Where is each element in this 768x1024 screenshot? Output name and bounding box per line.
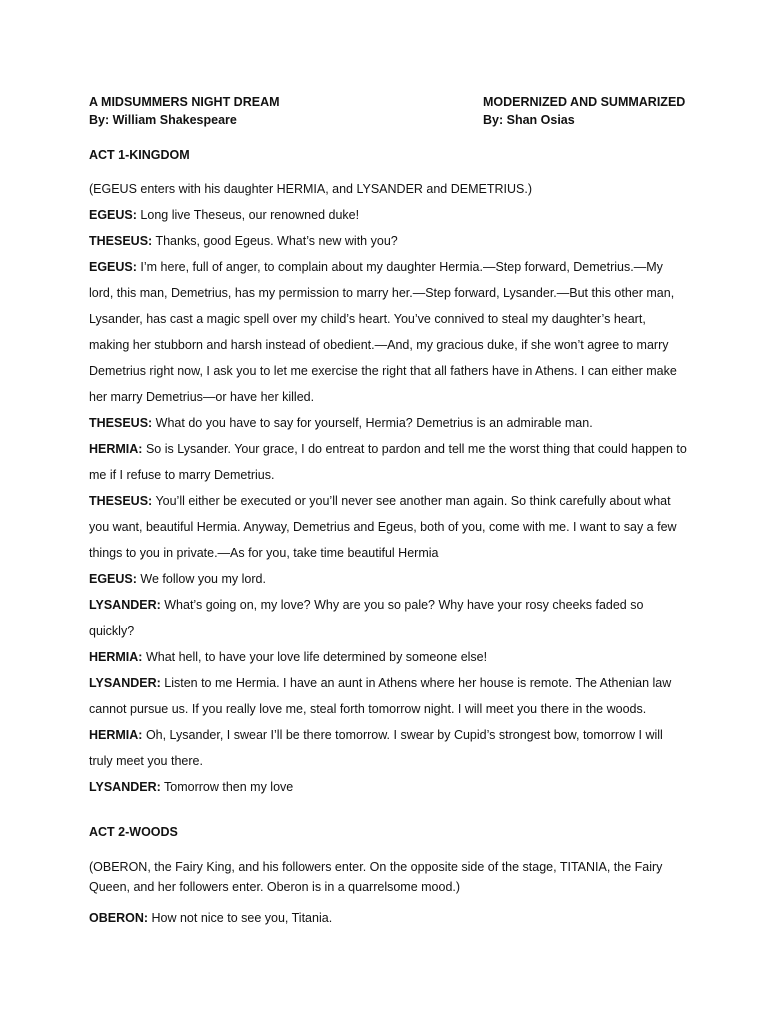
line-text: How not nice to see you, Titania. — [148, 911, 333, 925]
line-text: What’s going on, my love? Why are you so pale? Why have your rosy cheeks faded so quickly? — [89, 598, 644, 638]
dialogue-line — [89, 436, 689, 488]
line-text: Tomorrow then my love — [160, 780, 294, 794]
author-row — [0, 111, 768, 129]
speaker: EGEUS: — [89, 260, 137, 274]
act1-heading: ACT 1-KINGDOM — [89, 148, 190, 162]
speaker: LYSANDER: — [89, 780, 161, 794]
dialogue-line — [89, 908, 689, 928]
line-text: What do you have to say for yourself, Hermia? Demetrius is an admirable man. — [152, 416, 593, 430]
speaker: OBERON: — [89, 911, 149, 925]
line-text: I’m here, full of anger, to complain about my daughter Hermia.—Step forward, Demetrius.—My lord, this man, Demetrius, has my permission to marry her.—Step forward, Lysander.—But this other man, Lysander, has cast a magic spell over my child’s heart. You’ve connived to steal my daughter’s heart, making her stubborn and harsh instead of obedient.—And, my gracious duke, if she won’t agree to marry Demetrius right now, I ask you to let me exercise the right that all fathers have in Athens. I can either make her marry Demetrius—or have her killed. — [89, 260, 677, 404]
dialogue-line — [89, 644, 689, 670]
dialogue-line — [89, 566, 689, 592]
dialogue-line — [89, 488, 689, 566]
title-block — [0, 93, 768, 129]
dialogue-line — [89, 722, 689, 774]
line-text: Thanks, good Egeus. What’s new with you? — [152, 234, 398, 248]
speaker: THESEUS: — [89, 494, 153, 508]
act1-body — [89, 176, 689, 800]
act2-body — [89, 908, 689, 928]
speaker: HERMIA: — [89, 442, 143, 456]
dialogue-line — [89, 254, 689, 410]
speaker: LYSANDER: — [89, 676, 161, 690]
line-text: So is Lysander. Your grace, I do entreat to pardon and tell me the worst thing that could happen to me if I refuse to marry Demetrius. — [89, 442, 687, 482]
speaker: HERMIA: — [89, 728, 143, 742]
speaker: LYSANDER: — [89, 598, 161, 612]
act2-heading: ACT 2-WOODS — [89, 825, 178, 839]
adaptation-title: MODERNIZED AND SUMMARIZED — [483, 95, 686, 109]
adaptation-author: By: Shan Osias — [483, 113, 575, 127]
speaker: THESEUS: — [89, 234, 153, 248]
speaker: HERMIA: — [89, 650, 143, 664]
dialogue-line — [89, 228, 689, 254]
dialogue-line — [89, 670, 689, 722]
dialogue-line — [89, 410, 689, 436]
speaker: EGEUS: — [89, 208, 137, 222]
line-text: You’ll either be executed or you’ll never see another man again. So think carefully about what you want, beautiful Hermia. Anyway, Demetrius and Egeus, both of you, come with me. I want to say a few things to you in private.—As for you, take time beautiful Hermia — [89, 494, 677, 560]
act2-stage-direction: (OBERON, the Fairy King, and his followers enter. On the opposite side of the stage, TITANIA, the Fairy Queen, and her followers enter. Oberon is in a quarrelsome mood.) — [89, 860, 663, 894]
dialogue-line — [89, 592, 689, 644]
line-text: Long live Theseus, our renowned duke! — [136, 208, 360, 222]
act2-stage-direction-block — [89, 857, 689, 897]
line-text: We follow you my lord. — [136, 572, 266, 586]
original-author: By: William Shakespeare — [89, 113, 237, 127]
speaker: EGEUS: — [89, 572, 137, 586]
title-row — [0, 93, 768, 111]
line-text: Listen to me Hermia. I have an aunt in Athens where her house is remote. The Athenian law cannot pursue us. If you really love me, steal forth tomorrow night. I will meet you there in the woods. — [89, 676, 672, 716]
line-text: Oh, Lysander, I swear I’ll be there tomorrow. I swear by Cupid’s strongest bow, tomorrow I will truly meet you there. — [89, 728, 663, 768]
act1-stage-direction: (EGEUS enters with his daughter HERMIA, and LYSANDER and DEMETRIUS.) — [89, 182, 532, 196]
dialogue-line — [89, 774, 689, 800]
line-text: What hell, to have your love life determined by someone else! — [142, 650, 488, 664]
dialogue-line — [89, 202, 689, 228]
play-title: A MIDSUMMERS NIGHT DREAM — [89, 95, 280, 109]
speaker: THESEUS: — [89, 416, 153, 430]
